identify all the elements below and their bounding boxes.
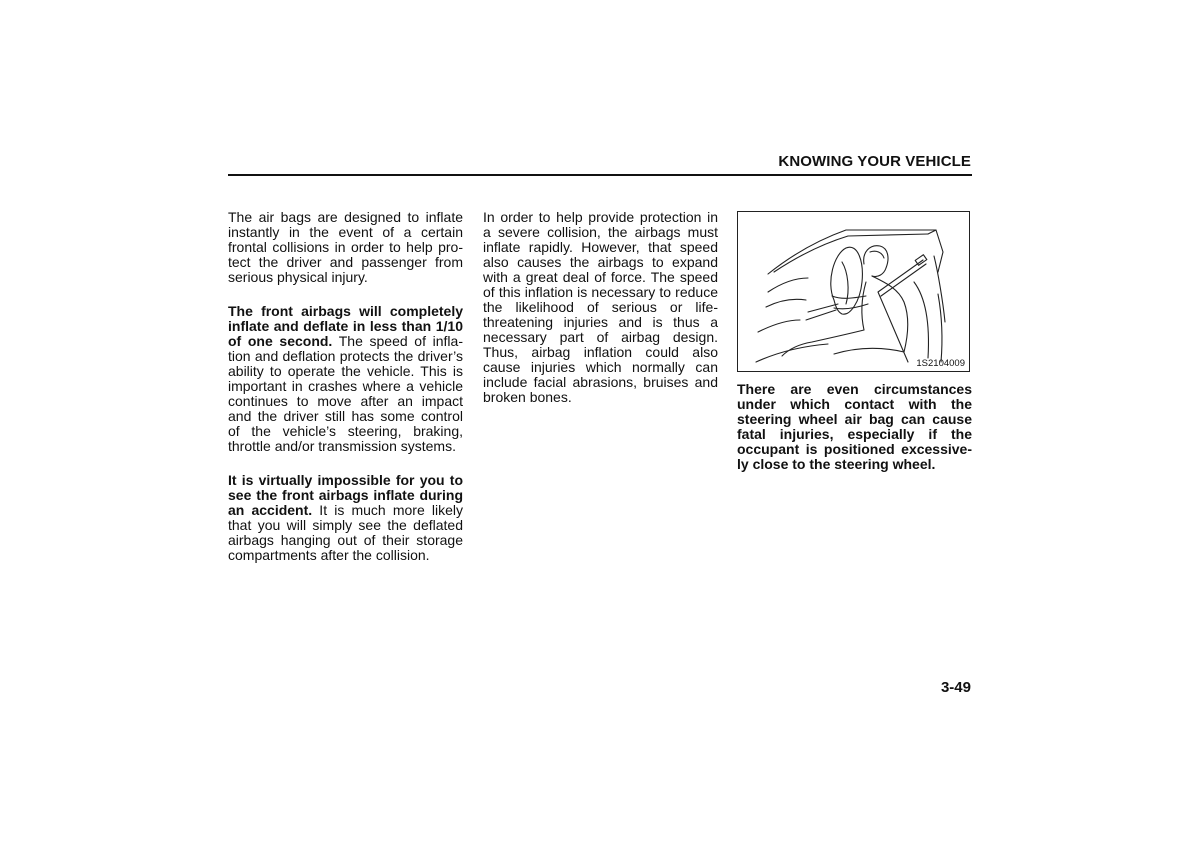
paragraph-inflation-force: In order to help provide protection in a severe collision, the airbags must inflate rapidly. However, that speed also causes the airbags to expand with a great deal of force. The speed of this inflation is necessary to reduce the likelihood of serious or life-threatening injuries and is thus a necessary part of airbag design. Thus, airbag inflation could also cause injuries which normally can include facial abrasions, bruises and broken bones. [483, 209, 718, 405]
bold-lead-inflation: The front airbags will completely inflate and deflate in less than 1/10 of one second. [228, 303, 463, 349]
left-column [228, 210, 463, 582]
driver-airbag-illustration-icon [738, 212, 970, 372]
middle-column [483, 210, 718, 424]
warning-text: There are even circumstances under which contact with the steering wheel air bag can cause fatal injuries, especially if the occupant is positioned excessive-ly close to the steering wheel. [737, 381, 972, 472]
figure-code: 1S2104009 [916, 358, 965, 369]
header-divider [228, 174, 972, 176]
paragraph-airbag-purpose: The air bags are designed to inflate instantly in the event of a certain frontal collisions in order to help pro-tect the driver and passenger from serious physical injury. [228, 209, 463, 285]
bold-lead-visibility: It is virtually impossible for you to see the front airbags inflate during an accident. [228, 472, 463, 518]
airbag-figure [737, 211, 970, 372]
paragraph-visibility [228, 473, 463, 563]
paragraph-inflation-speed [228, 304, 463, 454]
section-title: KNOWING YOUR VEHICLE [778, 153, 971, 170]
page-number: 3-49 [940, 679, 971, 696]
paragraph-inflation-speed-text: The speed of infla-tion and deflation protects the driver’s ability to operate the vehicle. This is important in crashes where a vehicle continues to move after an impact and the driver still has some control of the vehicle’s steering, braking, throttle and/or transmission systems. [228, 333, 463, 454]
paragraph-visibility-text: It is much more likely that you will simply see the deflated airbags hanging out of their storage compartments after the collision. [228, 502, 463, 563]
